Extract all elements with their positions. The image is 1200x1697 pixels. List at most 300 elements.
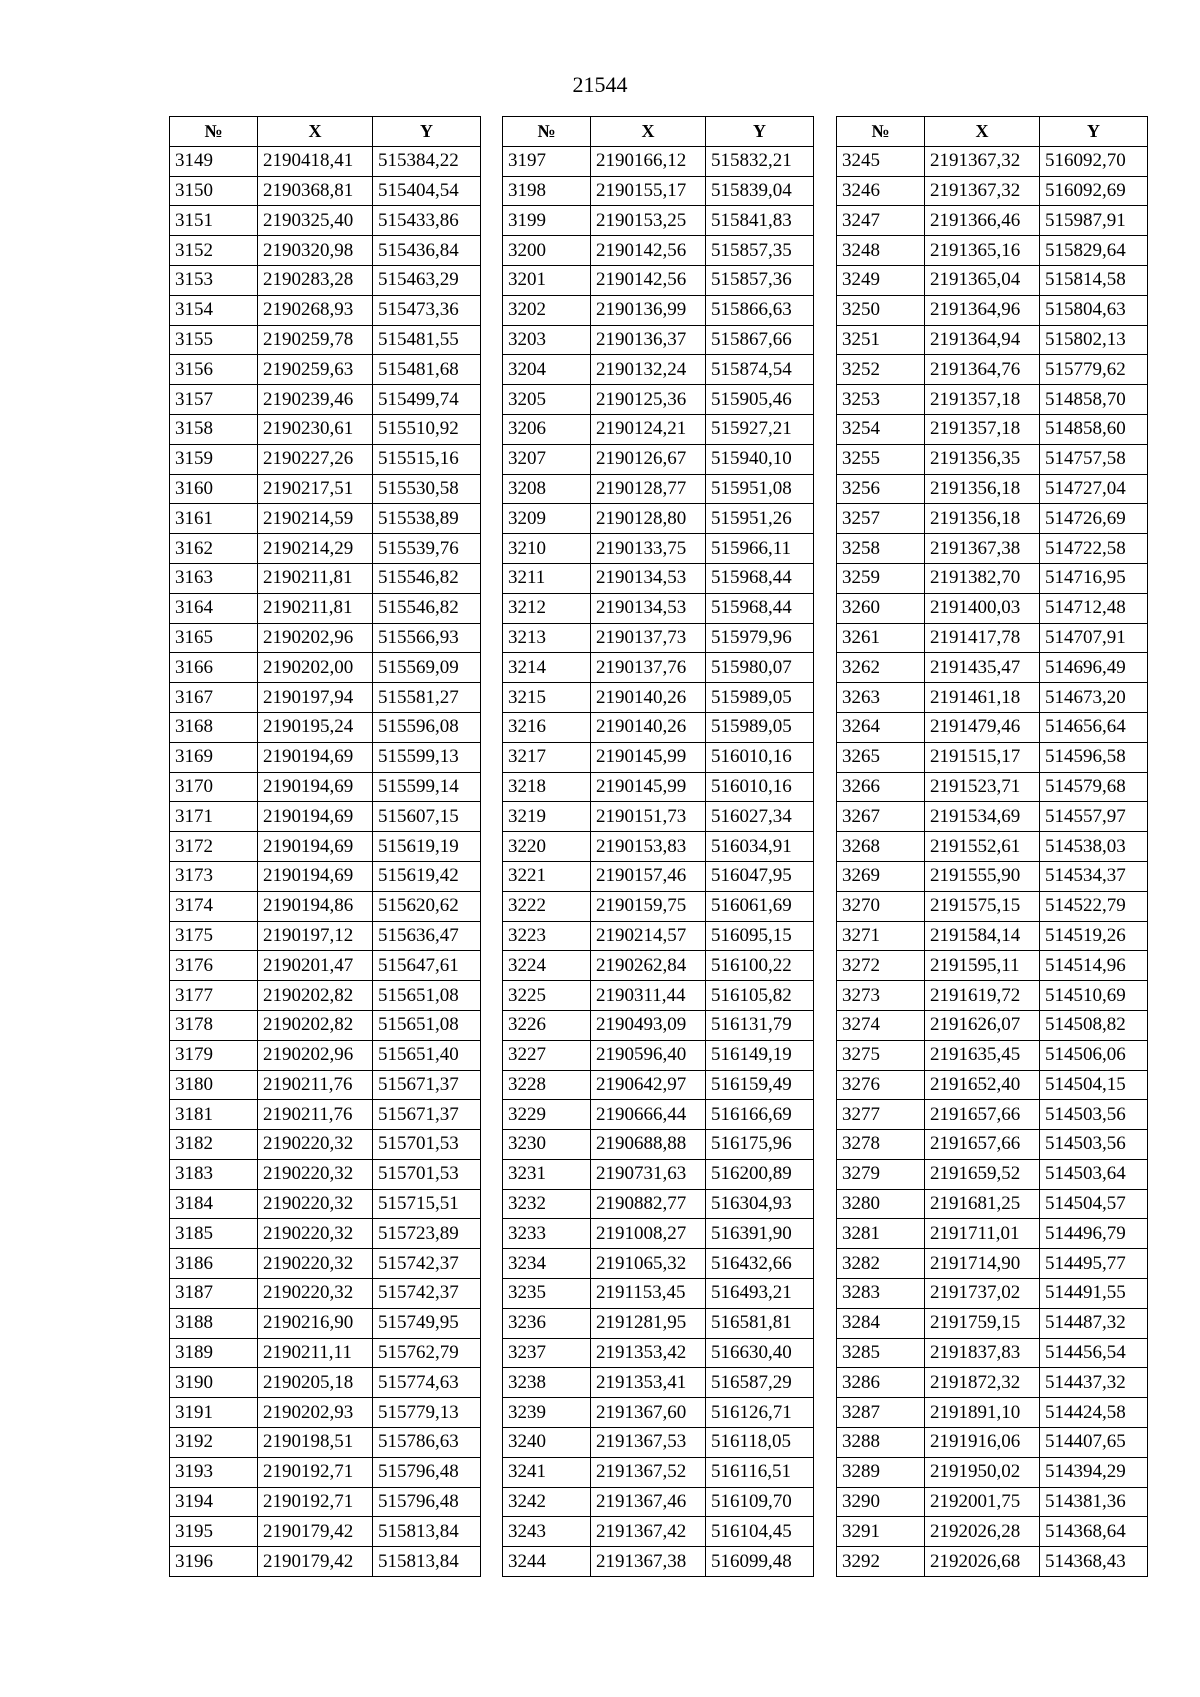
y-coordinate-cell: 516149,19 [706,1040,814,1070]
y-coordinate-cell: 515581,27 [373,683,481,713]
y-coordinate-cell: 515966,11 [706,534,814,564]
point-number-cell: 3204 [503,355,591,385]
table-row [503,563,814,593]
header-number: № [503,117,591,147]
y-coordinate-cell: 514722,58 [1040,534,1148,564]
y-coordinate-cell: 516432,66 [706,1249,814,1279]
point-number-cell: 3257 [837,504,925,534]
point-number-cell: 3197 [503,146,591,176]
x-coordinate-cell: 2191353,41 [591,1368,706,1398]
x-coordinate-cell: 2190731,63 [591,1159,706,1189]
table-row [503,1338,814,1368]
table-row [837,951,1148,981]
table-row [503,593,814,623]
x-coordinate-cell: 2190320,98 [258,236,373,266]
table-row [170,265,481,295]
table-row [503,1189,814,1219]
x-coordinate-cell: 2191657,66 [925,1100,1040,1130]
table-row [503,1487,814,1517]
y-coordinate-cell: 515619,42 [373,861,481,891]
x-coordinate-cell: 2190666,44 [591,1100,706,1130]
table-row [503,1428,814,1458]
x-coordinate-cell: 2191366,46 [925,206,1040,236]
point-number-cell: 3219 [503,802,591,832]
table-row [503,1517,814,1547]
table-row [837,325,1148,355]
y-coordinate-cell: 515651,08 [373,1010,481,1040]
y-coordinate-cell: 515968,44 [706,563,814,593]
y-coordinate-cell: 516581,81 [706,1308,814,1338]
y-coordinate-cell: 515940,10 [706,444,814,474]
y-coordinate-cell: 514495,77 [1040,1249,1148,1279]
table-row [170,325,481,355]
point-number-cell: 3252 [837,355,925,385]
y-coordinate-cell: 515813,84 [373,1517,481,1547]
y-coordinate-cell: 514656,64 [1040,712,1148,742]
table-row [503,1249,814,1279]
y-coordinate-cell: 514757,58 [1040,444,1148,474]
table-row [503,742,814,772]
y-coordinate-cell: 514522,79 [1040,891,1148,921]
y-coordinate-cell: 515569,09 [373,653,481,683]
point-number-cell: 3163 [170,563,258,593]
point-number-cell: 3156 [170,355,258,385]
point-number-cell: 3259 [837,563,925,593]
table-row [837,683,1148,713]
table-row [170,295,481,325]
point-number-cell: 3181 [170,1100,258,1130]
y-coordinate-cell: 515715,51 [373,1189,481,1219]
y-coordinate-cell: 515989,05 [706,683,814,713]
point-number-cell: 3245 [837,146,925,176]
point-number-cell: 3164 [170,593,258,623]
table-row [837,593,1148,623]
x-coordinate-cell: 2190205,18 [258,1368,373,1398]
coordinates-table-2 [502,116,814,1577]
y-coordinate-cell: 516092,69 [1040,176,1148,206]
table-row [503,921,814,951]
point-number-cell: 3167 [170,683,258,713]
table-row [503,832,814,862]
x-coordinate-cell: 2190197,12 [258,921,373,951]
x-coordinate-cell: 2191417,78 [925,623,1040,653]
x-coordinate-cell: 2191759,15 [925,1308,1040,1338]
table-row [170,1517,481,1547]
header-x: X [925,117,1040,147]
table-row [837,861,1148,891]
x-coordinate-cell: 2190140,26 [591,683,706,713]
point-number-cell: 3238 [503,1368,591,1398]
point-number-cell: 3150 [170,176,258,206]
x-coordinate-cell: 2190142,56 [591,265,706,295]
table-row [170,1100,481,1130]
point-number-cell: 3184 [170,1189,258,1219]
y-coordinate-cell: 516493,21 [706,1279,814,1309]
point-number-cell: 3282 [837,1249,925,1279]
point-number-cell: 3192 [170,1428,258,1458]
x-coordinate-cell: 2190142,56 [591,236,706,266]
table-row [170,742,481,772]
table-row [503,772,814,802]
x-coordinate-cell: 2190134,53 [591,563,706,593]
y-coordinate-cell: 515874,54 [706,355,814,385]
x-coordinate-cell: 2191891,10 [925,1398,1040,1428]
y-coordinate-cell: 515671,37 [373,1100,481,1130]
x-coordinate-cell: 2190197,94 [258,683,373,713]
y-coordinate-cell: 514424,58 [1040,1398,1148,1428]
table-row [170,1249,481,1279]
x-coordinate-cell: 2191153,45 [591,1279,706,1309]
point-number-cell: 3268 [837,832,925,862]
x-coordinate-cell: 2190155,17 [591,176,706,206]
point-number-cell: 3220 [503,832,591,862]
x-coordinate-cell: 2191552,61 [925,832,1040,862]
x-coordinate-cell: 2191364,76 [925,355,1040,385]
x-coordinate-cell: 2191872,32 [925,1368,1040,1398]
x-coordinate-cell: 2190194,69 [258,861,373,891]
y-coordinate-cell: 514503,64 [1040,1159,1148,1189]
point-number-cell: 3283 [837,1279,925,1309]
x-coordinate-cell: 2191400,03 [925,593,1040,623]
table-row [837,265,1148,295]
table-row [503,176,814,206]
y-coordinate-cell: 516105,82 [706,981,814,1011]
point-number-cell: 3212 [503,593,591,623]
x-coordinate-cell: 2191356,35 [925,444,1040,474]
point-number-cell: 3157 [170,385,258,415]
y-coordinate-cell: 515723,89 [373,1219,481,1249]
table-row [837,712,1148,742]
x-coordinate-cell: 2190128,80 [591,504,706,534]
y-coordinate-cell: 515599,14 [373,772,481,802]
x-coordinate-cell: 2190194,69 [258,742,373,772]
table-row [503,891,814,921]
x-coordinate-cell: 2190194,86 [258,891,373,921]
table-row [503,1457,814,1487]
y-coordinate-cell: 516092,70 [1040,146,1148,176]
x-coordinate-cell: 2190124,21 [591,414,706,444]
x-coordinate-cell: 2190137,73 [591,623,706,653]
y-coordinate-cell: 514596,58 [1040,742,1148,772]
x-coordinate-cell: 2190688,88 [591,1130,706,1160]
x-coordinate-cell: 2190596,40 [591,1040,706,1070]
table-row [170,563,481,593]
x-coordinate-cell: 2190194,69 [258,832,373,862]
point-number-cell: 3230 [503,1130,591,1160]
point-number-cell: 3172 [170,832,258,862]
point-number-cell: 3258 [837,534,925,564]
x-coordinate-cell: 2190220,32 [258,1159,373,1189]
table-row [837,295,1148,325]
x-coordinate-cell: 2190642,97 [591,1070,706,1100]
table-row [837,742,1148,772]
table-row [503,444,814,474]
point-number-cell: 3175 [170,921,258,951]
x-coordinate-cell: 2190493,09 [591,1010,706,1040]
y-coordinate-cell: 515813,84 [373,1547,481,1577]
table-row [170,1308,481,1338]
table-row [503,861,814,891]
table-row [170,1040,481,1070]
table-row [503,1010,814,1040]
y-coordinate-cell: 515651,40 [373,1040,481,1070]
x-coordinate-cell: 2191365,04 [925,265,1040,295]
y-coordinate-cell: 515774,63 [373,1368,481,1398]
table-row [170,504,481,534]
point-number-cell: 3213 [503,623,591,653]
x-coordinate-cell: 2190126,67 [591,444,706,474]
table-row [170,414,481,444]
y-coordinate-cell: 515839,04 [706,176,814,206]
y-coordinate-cell: 515987,91 [1040,206,1148,236]
y-coordinate-cell: 514716,95 [1040,563,1148,593]
table-row [170,236,481,266]
table-row [837,414,1148,444]
table-row [837,981,1148,1011]
x-coordinate-cell: 2190159,75 [591,891,706,921]
point-number-cell: 3284 [837,1308,925,1338]
point-number-cell: 3155 [170,325,258,355]
table-row [837,802,1148,832]
x-coordinate-cell: 2190211,76 [258,1100,373,1130]
table-row [503,951,814,981]
x-coordinate-cell: 2192001,75 [925,1487,1040,1517]
point-number-cell: 3206 [503,414,591,444]
point-number-cell: 3266 [837,772,925,802]
table-row [503,1368,814,1398]
x-coordinate-cell: 2191595,11 [925,951,1040,981]
x-coordinate-cell: 2190137,76 [591,653,706,683]
table-row [503,146,814,176]
table-row [170,1279,481,1309]
x-coordinate-cell: 2190283,28 [258,265,373,295]
header-x: X [591,117,706,147]
table-row [503,1547,814,1577]
x-coordinate-cell: 2191356,18 [925,504,1040,534]
point-number-cell: 3207 [503,444,591,474]
point-number-cell: 3271 [837,921,925,951]
x-coordinate-cell: 2191681,25 [925,1189,1040,1219]
y-coordinate-cell: 515596,08 [373,712,481,742]
y-coordinate-cell: 516304,93 [706,1189,814,1219]
table-row [503,712,814,742]
x-coordinate-cell: 2190202,96 [258,623,373,653]
point-number-cell: 3250 [837,295,925,325]
y-coordinate-cell: 514858,70 [1040,385,1148,415]
x-coordinate-cell: 2191659,52 [925,1159,1040,1189]
y-coordinate-cell: 515647,61 [373,951,481,981]
y-coordinate-cell: 516109,70 [706,1487,814,1517]
point-number-cell: 3193 [170,1457,258,1487]
header-x: X [258,117,373,147]
table-row [170,1070,481,1100]
table-row [170,1398,481,1428]
point-number-cell: 3272 [837,951,925,981]
y-coordinate-cell: 514508,82 [1040,1010,1148,1040]
table-row [170,1338,481,1368]
table-row [170,1428,481,1458]
table-row [503,385,814,415]
point-number-cell: 3281 [837,1219,925,1249]
table-row [503,1219,814,1249]
table-row [503,683,814,713]
y-coordinate-cell: 515499,74 [373,385,481,415]
point-number-cell: 3264 [837,712,925,742]
table-row [170,1010,481,1040]
table-row [837,623,1148,653]
y-coordinate-cell: 515779,13 [373,1398,481,1428]
table-row [170,802,481,832]
point-number-cell: 3236 [503,1308,591,1338]
point-number-cell: 3242 [503,1487,591,1517]
point-number-cell: 3160 [170,474,258,504]
table-row [503,1100,814,1130]
table-row [170,355,481,385]
x-coordinate-cell: 2192026,28 [925,1517,1040,1547]
y-coordinate-cell: 514579,68 [1040,772,1148,802]
table-row [170,712,481,742]
y-coordinate-cell: 515404,54 [373,176,481,206]
y-coordinate-cell: 515866,63 [706,295,814,325]
point-number-cell: 3243 [503,1517,591,1547]
table-row [503,534,814,564]
y-coordinate-cell: 516116,51 [706,1457,814,1487]
y-coordinate-cell: 515651,08 [373,981,481,1011]
y-coordinate-cell: 516391,90 [706,1219,814,1249]
y-coordinate-cell: 515619,19 [373,832,481,862]
table-row [837,1547,1148,1577]
table-row [837,1398,1148,1428]
y-coordinate-cell: 515951,08 [706,474,814,504]
point-number-cell: 3292 [837,1547,925,1577]
x-coordinate-cell: 2190157,46 [591,861,706,891]
y-coordinate-cell: 514538,03 [1040,832,1148,862]
y-coordinate-cell: 516126,71 [706,1398,814,1428]
table-row [837,1428,1148,1458]
table-row [837,236,1148,266]
x-coordinate-cell: 2191555,90 [925,861,1040,891]
y-coordinate-cell: 515749,95 [373,1308,481,1338]
point-number-cell: 3231 [503,1159,591,1189]
table-row [170,176,481,206]
y-coordinate-cell: 514557,97 [1040,802,1148,832]
x-coordinate-cell: 2191364,94 [925,325,1040,355]
point-number-cell: 3263 [837,683,925,713]
y-coordinate-cell: 515979,96 [706,623,814,653]
x-coordinate-cell: 2191365,16 [925,236,1040,266]
table-row [170,981,481,1011]
x-coordinate-cell: 2191367,32 [925,176,1040,206]
point-number-cell: 3270 [837,891,925,921]
table-row [170,444,481,474]
table-row [837,832,1148,862]
point-number-cell: 3228 [503,1070,591,1100]
y-coordinate-cell: 514456,54 [1040,1338,1148,1368]
point-number-cell: 3179 [170,1040,258,1070]
x-coordinate-cell: 2190202,82 [258,981,373,1011]
x-coordinate-cell: 2190325,40 [258,206,373,236]
point-number-cell: 3251 [837,325,925,355]
y-coordinate-cell: 515742,37 [373,1279,481,1309]
table-row [837,355,1148,385]
y-coordinate-cell: 515796,48 [373,1487,481,1517]
y-coordinate-cell: 514368,64 [1040,1517,1148,1547]
table-row [837,444,1148,474]
point-number-cell: 3260 [837,593,925,623]
x-coordinate-cell: 2191008,27 [591,1219,706,1249]
x-coordinate-cell: 2190134,53 [591,593,706,623]
point-number-cell: 3177 [170,981,258,1011]
x-coordinate-cell: 2191367,46 [591,1487,706,1517]
x-coordinate-cell: 2191584,14 [925,921,1040,951]
point-number-cell: 3211 [503,563,591,593]
table-row [837,1159,1148,1189]
point-number-cell: 3188 [170,1308,258,1338]
coordinates-table-3 [836,116,1148,1577]
x-coordinate-cell: 2191837,83 [925,1338,1040,1368]
x-coordinate-cell: 2191353,42 [591,1338,706,1368]
point-number-cell: 3256 [837,474,925,504]
table-row [503,1070,814,1100]
y-coordinate-cell: 515802,13 [1040,325,1148,355]
point-number-cell: 3180 [170,1070,258,1100]
x-coordinate-cell: 2190211,11 [258,1338,373,1368]
y-coordinate-cell: 515607,15 [373,802,481,832]
y-coordinate-cell: 515786,63 [373,1428,481,1458]
point-number-cell: 3158 [170,414,258,444]
x-coordinate-cell: 2191367,32 [925,146,1040,176]
x-coordinate-cell: 2191367,38 [925,534,1040,564]
point-number-cell: 3253 [837,385,925,415]
y-coordinate-cell: 515530,58 [373,474,481,504]
x-coordinate-cell: 2191523,71 [925,772,1040,802]
table-row [837,921,1148,951]
point-number-cell: 3227 [503,1040,591,1070]
table-row [170,1189,481,1219]
point-number-cell: 3285 [837,1338,925,1368]
table-row [837,1517,1148,1547]
table-row [170,206,481,236]
y-coordinate-cell: 515481,68 [373,355,481,385]
y-coordinate-cell: 515546,82 [373,593,481,623]
x-coordinate-cell: 2190239,46 [258,385,373,415]
y-coordinate-cell: 514407,65 [1040,1428,1148,1458]
table-row [170,1457,481,1487]
point-number-cell: 3289 [837,1457,925,1487]
x-coordinate-cell: 2190136,99 [591,295,706,325]
y-coordinate-cell: 516131,79 [706,1010,814,1040]
x-coordinate-cell: 2190220,32 [258,1130,373,1160]
table-row [503,206,814,236]
table-row [170,653,481,683]
y-coordinate-cell: 515968,44 [706,593,814,623]
table-row [837,1368,1148,1398]
y-coordinate-cell: 514727,04 [1040,474,1148,504]
x-coordinate-cell: 2191367,52 [591,1457,706,1487]
x-coordinate-cell: 2192026,68 [925,1547,1040,1577]
y-coordinate-cell: 514503,56 [1040,1130,1148,1160]
x-coordinate-cell: 2190211,81 [258,593,373,623]
x-coordinate-cell: 2190230,61 [258,414,373,444]
point-number-cell: 3196 [170,1547,258,1577]
point-number-cell: 3274 [837,1010,925,1040]
table-row [170,891,481,921]
x-coordinate-cell: 2191575,15 [925,891,1040,921]
point-number-cell: 3173 [170,861,258,891]
page-number: 21544 [572,72,628,97]
x-coordinate-cell: 2190125,36 [591,385,706,415]
x-coordinate-cell: 2191534,69 [925,802,1040,832]
